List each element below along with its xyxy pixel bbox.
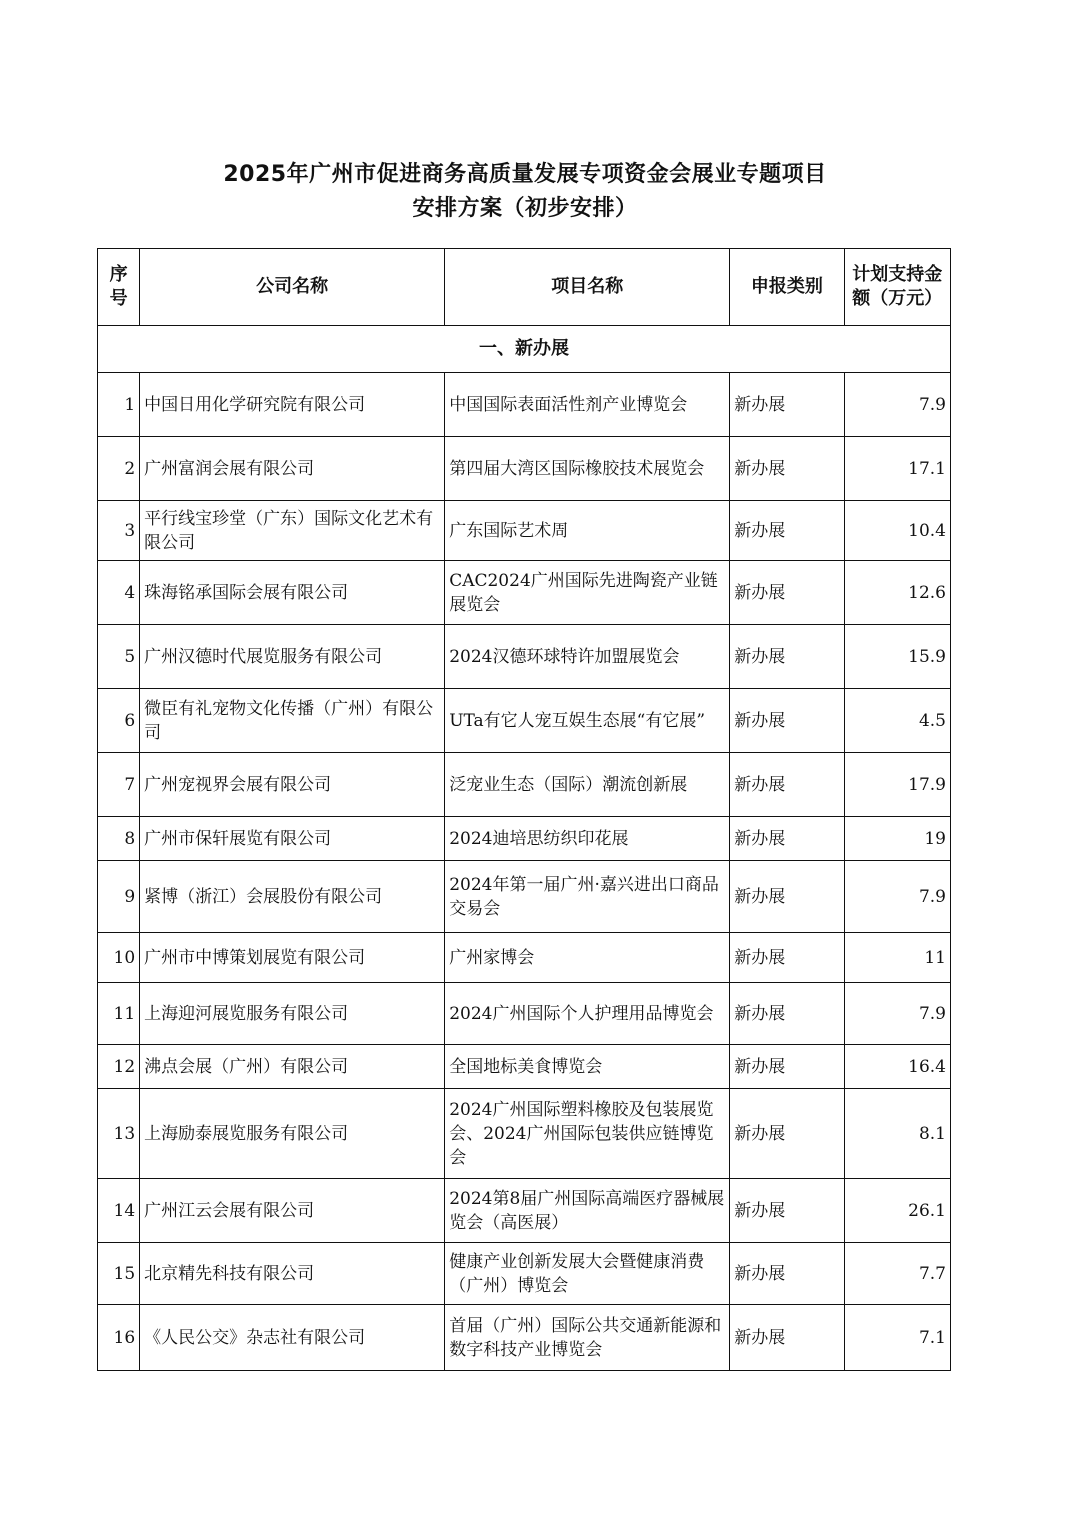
header-project: 项目名称 xyxy=(445,249,730,326)
cell-type: 新办展 xyxy=(730,1243,844,1305)
cell-project: 2024广州国际个人护理用品博览会 xyxy=(445,983,730,1045)
cell-project: 泛宠业生态（国际）潮流创新展 xyxy=(445,753,730,817)
cell-no: 15 xyxy=(98,1243,140,1305)
cell-company: 平行线宝珍堂（广东）国际文化艺术有限公司 xyxy=(140,501,445,561)
table-row xyxy=(98,1305,951,1371)
cell-amount: 7.1 xyxy=(844,1305,950,1371)
cell-no: 7 xyxy=(98,753,140,817)
cell-type: 新办展 xyxy=(730,1045,844,1089)
cell-company: 微臣有礼宠物文化传播（广州）有限公司 xyxy=(140,689,445,753)
cell-no: 5 xyxy=(98,625,140,689)
funding-table xyxy=(97,248,951,1371)
table-row xyxy=(98,861,951,933)
header-company: 公司名称 xyxy=(140,249,445,326)
cell-project: 2024广州国际塑料橡胶及包装展览会、2024广州国际包装供应链博览会 xyxy=(445,1089,730,1179)
cell-project: CAC2024广州国际先进陶瓷产业链展览会 xyxy=(445,561,730,625)
cell-no: 13 xyxy=(98,1089,140,1179)
table-row xyxy=(98,1045,951,1089)
cell-no: 10 xyxy=(98,933,140,983)
cell-type: 新办展 xyxy=(730,753,844,817)
cell-amount: 15.9 xyxy=(844,625,950,689)
document-title xyxy=(0,158,1050,226)
cell-amount: 17.1 xyxy=(844,437,950,501)
header-no: 序号 xyxy=(98,249,140,326)
cell-company: 珠海铭承国际会展有限公司 xyxy=(140,561,445,625)
cell-project: 2024汉德环球特许加盟展览会 xyxy=(445,625,730,689)
cell-company: 《人民公交》杂志社有限公司 xyxy=(140,1305,445,1371)
table-row xyxy=(98,373,951,437)
cell-no: 16 xyxy=(98,1305,140,1371)
table-row xyxy=(98,753,951,817)
document-title-line-2: 安排方案（初步安排） xyxy=(412,196,638,221)
cell-amount: 19 xyxy=(844,817,950,861)
cell-amount: 7.7 xyxy=(844,1243,950,1305)
cell-no: 8 xyxy=(98,817,140,861)
cell-type: 新办展 xyxy=(730,561,844,625)
table-row xyxy=(98,933,951,983)
header-amount: 计划支持金额（万元） xyxy=(844,249,950,326)
cell-project: 广州家博会 xyxy=(445,933,730,983)
cell-project: 第四届大湾区国际橡胶技术展览会 xyxy=(445,437,730,501)
cell-company: 广州市中博策划展览有限公司 xyxy=(140,933,445,983)
cell-type: 新办展 xyxy=(730,817,844,861)
cell-no: 2 xyxy=(98,437,140,501)
cell-company: 广州宠视界会展有限公司 xyxy=(140,753,445,817)
cell-amount: 8.1 xyxy=(844,1089,950,1179)
cell-no: 12 xyxy=(98,1045,140,1089)
cell-no: 4 xyxy=(98,561,140,625)
cell-project: 2024年第一届广州·嘉兴进出口商品交易会 xyxy=(445,861,730,933)
cell-type: 新办展 xyxy=(730,1089,844,1179)
cell-project: 2024迪培思纺织印花展 xyxy=(445,817,730,861)
table-row xyxy=(98,501,951,561)
cell-company: 广州市保轩展览有限公司 xyxy=(140,817,445,861)
table-row xyxy=(98,817,951,861)
cell-amount: 26.1 xyxy=(844,1179,950,1243)
cell-project: 全国地标美食博览会 xyxy=(445,1045,730,1089)
table-row xyxy=(98,983,951,1045)
cell-no: 1 xyxy=(98,373,140,437)
cell-no: 3 xyxy=(98,501,140,561)
cell-company: 中国日用化学研究院有限公司 xyxy=(140,373,445,437)
section-title: 一、新办展 xyxy=(98,326,951,373)
cell-project: 中国国际表面活性剂产业博览会 xyxy=(445,373,730,437)
cell-amount: 12.6 xyxy=(844,561,950,625)
cell-no: 11 xyxy=(98,983,140,1045)
table-row xyxy=(98,561,951,625)
cell-type: 新办展 xyxy=(730,373,844,437)
cell-type: 新办展 xyxy=(730,1305,844,1371)
table-header-row xyxy=(98,249,951,326)
cell-type: 新办展 xyxy=(730,625,844,689)
document-title-line-1: 2025年广州市促进商务高质量发展专项资金会展业专题项目 xyxy=(223,162,827,187)
cell-project: 2024第8届广州国际高端医疗器械展览会（高医展） xyxy=(445,1179,730,1243)
cell-type: 新办展 xyxy=(730,689,844,753)
cell-company: 紧博（浙江）会展股份有限公司 xyxy=(140,861,445,933)
cell-amount: 7.9 xyxy=(844,373,950,437)
cell-company: 广州江云会展有限公司 xyxy=(140,1179,445,1243)
cell-type: 新办展 xyxy=(730,983,844,1045)
cell-amount: 17.9 xyxy=(844,753,950,817)
table-row xyxy=(98,1089,951,1179)
cell-company: 广州汉德时代展览服务有限公司 xyxy=(140,625,445,689)
cell-company: 沸点会展（广州）有限公司 xyxy=(140,1045,445,1089)
cell-company: 上海迎河展览服务有限公司 xyxy=(140,983,445,1045)
cell-amount: 16.4 xyxy=(844,1045,950,1089)
cell-amount: 4.5 xyxy=(844,689,950,753)
cell-company: 广州富润会展有限公司 xyxy=(140,437,445,501)
cell-amount: 11 xyxy=(844,933,950,983)
header-type: 申报类别 xyxy=(730,249,844,326)
table-row xyxy=(98,625,951,689)
cell-no: 9 xyxy=(98,861,140,933)
cell-type: 新办展 xyxy=(730,861,844,933)
cell-amount: 7.9 xyxy=(844,983,950,1045)
section-row xyxy=(98,326,951,373)
cell-project: 首届（广州）国际公共交通新能源和数字科技产业博览会 xyxy=(445,1305,730,1371)
table-row xyxy=(98,437,951,501)
cell-type: 新办展 xyxy=(730,1179,844,1243)
cell-amount: 7.9 xyxy=(844,861,950,933)
cell-project: UTa有它人宠互娱生态展“有它展” xyxy=(445,689,730,753)
cell-company: 上海励泰展览服务有限公司 xyxy=(140,1089,445,1179)
cell-project: 健康产业创新发展大会暨健康消费（广州）博览会 xyxy=(445,1243,730,1305)
table-row xyxy=(98,689,951,753)
cell-type: 新办展 xyxy=(730,437,844,501)
cell-no: 14 xyxy=(98,1179,140,1243)
cell-type: 新办展 xyxy=(730,933,844,983)
table-row xyxy=(98,1243,951,1305)
table-row xyxy=(98,1179,951,1243)
table-body xyxy=(98,326,951,1371)
cell-project: 广东国际艺术周 xyxy=(445,501,730,561)
cell-company: 北京精先科技有限公司 xyxy=(140,1243,445,1305)
cell-type: 新办展 xyxy=(730,501,844,561)
cell-no: 6 xyxy=(98,689,140,753)
cell-amount: 10.4 xyxy=(844,501,950,561)
